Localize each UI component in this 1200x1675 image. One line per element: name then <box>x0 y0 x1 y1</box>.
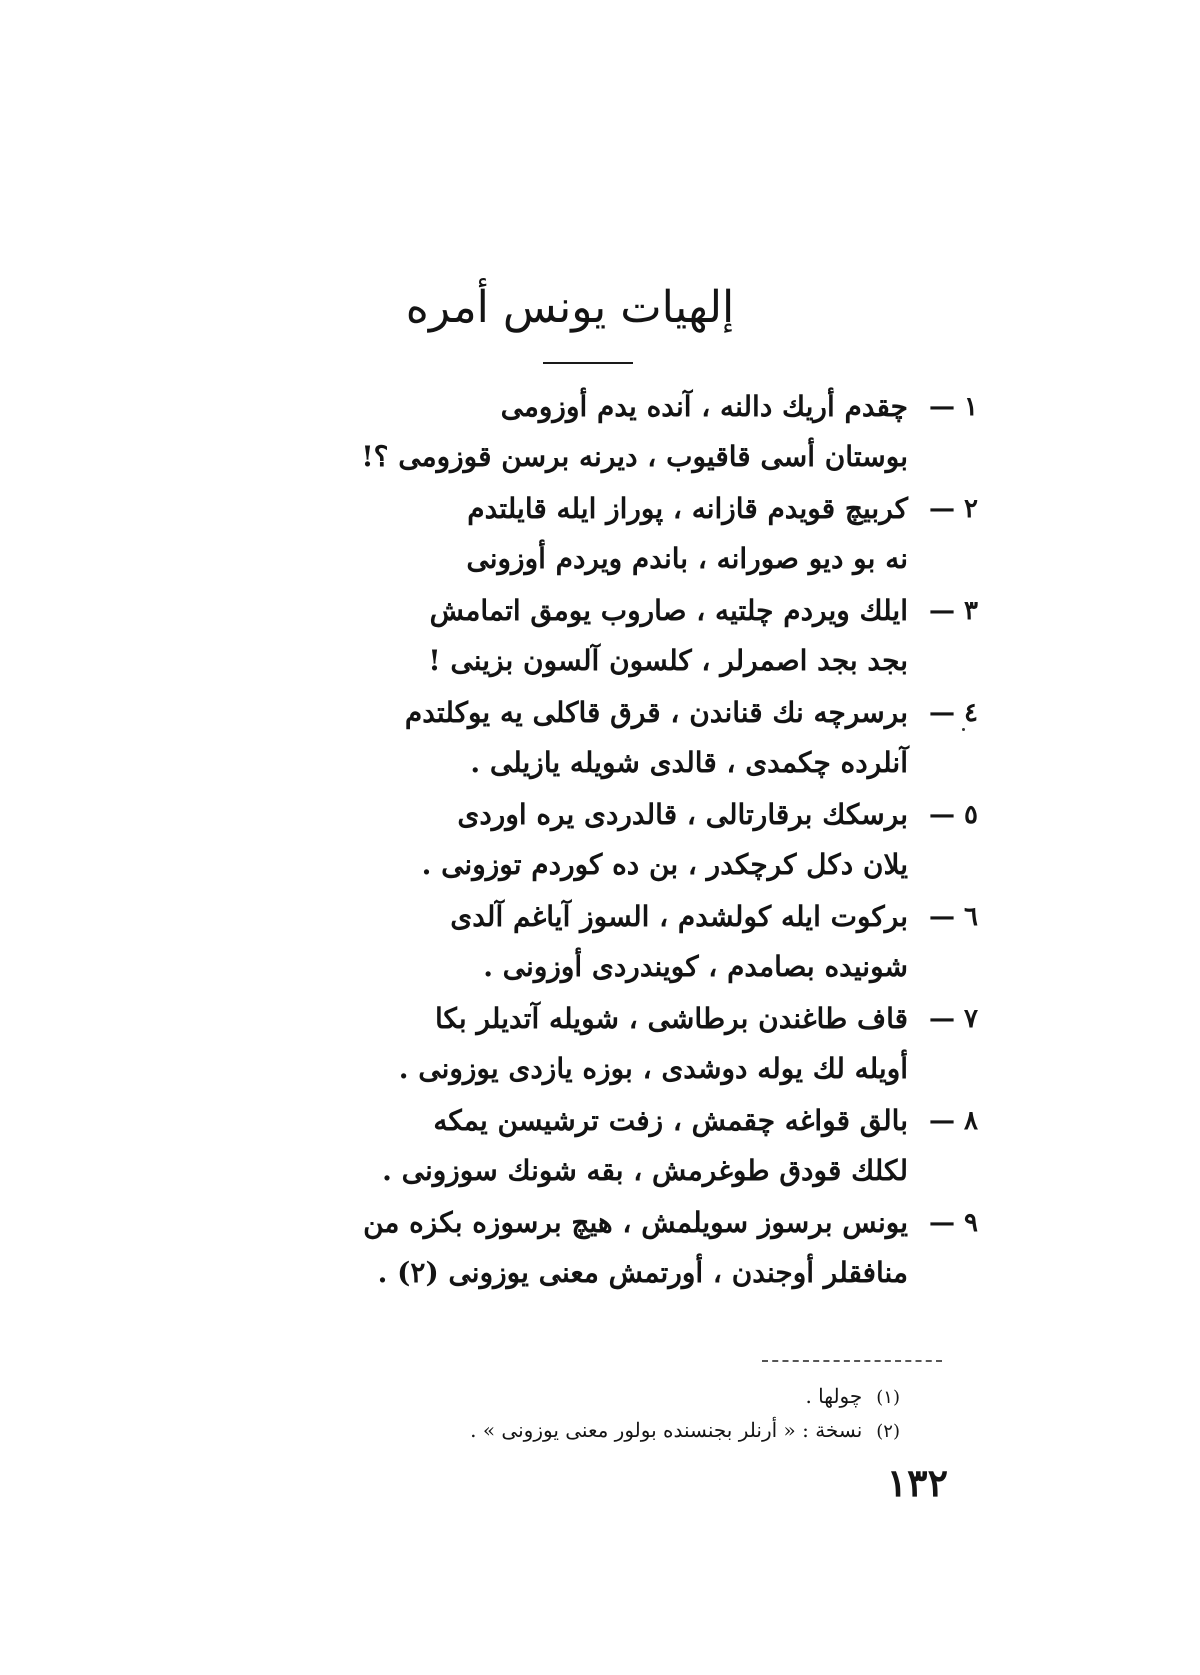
stanza-4-line-1-text: برسرچه نك قناندن ، قرق قاكلى يه يوكلتدم <box>404 696 908 729</box>
stanza-number: ١ — <box>928 392 978 422</box>
stanza-number: ٧ — <box>928 1004 978 1034</box>
stanza-number: ٢ — <box>928 494 978 524</box>
page-title: إلهيات يونس أمره <box>405 282 735 333</box>
footnote-2 <box>280 1414 900 1446</box>
stanza-line-1 <box>288 1198 978 1248</box>
stanza-4 <box>288 688 978 788</box>
footnote-separator <box>762 1360 942 1362</box>
stanza-3-line-1-text: ايلك ويردم چلتيه ، صاروب يومق اتمامش <box>429 594 908 627</box>
stanza-line-1 <box>288 688 978 738</box>
stanza-line-1 <box>288 892 978 942</box>
stanza-6-line-2: شونيده بصامدم ، كويندردى أوزونى . <box>483 950 908 983</box>
footnote-text: نسخة : « أرنلر بجنسنده بولور معنى يوزونى » . <box>470 1418 863 1442</box>
stanza-3 <box>288 586 978 686</box>
stanza-7-line-2: أويله لك يوله دوشدى ، بوزه يازدى يوزونى . <box>398 1052 908 1085</box>
stanza-8-line-2: لكلك قودق طوغرمش ، بقه شونك سوزونى . <box>382 1154 908 1187</box>
stanza-9-line-2: منافقلر أوجندن ، أورتمش معنى يوزونى (٢) . <box>377 1256 908 1289</box>
stanza-1-line-2: بوستان أسى قاقيوب ، ديرنه برسن قوزومى ؟! <box>361 440 908 473</box>
stanza-number: ٣ — <box>928 596 978 626</box>
stanza-number: ٩ — <box>928 1208 978 1238</box>
stanza-3-line-2: بجد بجد اصمرلر ، كلسون آلسون بزينى ! <box>428 644 908 677</box>
footnote-text: چولها . <box>805 1384 863 1408</box>
stanza-line-1 <box>288 1096 978 1146</box>
stanza-1 <box>288 382 978 482</box>
stanza-number: ٦ — <box>928 902 978 932</box>
footnote-mark: (٢) <box>876 1421 900 1442</box>
stanza-number: ٨ — <box>928 1106 978 1136</box>
stanza-2-line-1-text: كربيچ قويدم قازانه ، پوراز ايله قايلتدم <box>467 492 908 525</box>
stanza-9-line-1-text: يونس برسوز سويلمش ، هيچ برسوزه بكزه من <box>363 1206 908 1239</box>
stanza-number: ٤ — <box>928 698 978 728</box>
stanza-7-line-1-text: قاف طاغندن برطاشى ، شويله آتديلر بكا <box>434 1002 908 1035</box>
stanza-2-line-2: نه بو ديو صورانه ، باندم ويردم أوزونى <box>466 542 908 575</box>
title-underline <box>543 362 633 364</box>
stanza-1-line-1-text: چقدم أريك دالنه ، آنده يدم أوزومى <box>500 390 908 423</box>
footnote-mark: (١) <box>876 1387 900 1408</box>
stanza-5-line-2: يلان دكل كرچكدر ، بن ده كوردم توزونى . <box>421 848 908 881</box>
stanza-2 <box>288 484 978 584</box>
stanza-4-line-2: آنلرده چكمدى ، قالدى شويله يازيلى . <box>470 746 908 779</box>
stanza-line-1 <box>288 382 978 432</box>
stanza-8-line-1-text: بالق قواغه چقمش ، زفت ترشيسن يمكه <box>433 1104 908 1137</box>
footnote-1 <box>280 1380 900 1412</box>
stanza-6-line-1-text: بركوت ايله كولشدم ، السوز آياغم آلدى <box>450 900 908 933</box>
stanza-line-1 <box>288 994 978 1044</box>
stanza-9 <box>288 1198 978 1298</box>
stanza-line-1 <box>288 484 978 534</box>
stanza-number: ٥ — <box>928 800 978 830</box>
stanza-5 <box>288 790 978 890</box>
stanza-line-1 <box>288 790 978 840</box>
stanza-8 <box>288 1096 978 1196</box>
stanza-7 <box>288 994 978 1094</box>
stanza-line-1 <box>288 586 978 636</box>
page-number: ١٣٢ <box>886 1460 948 1505</box>
stanza-5-line-1-text: برسكك برقارتالى ، قالدردى يره اوردى <box>457 798 908 831</box>
stanza-6 <box>288 892 978 992</box>
